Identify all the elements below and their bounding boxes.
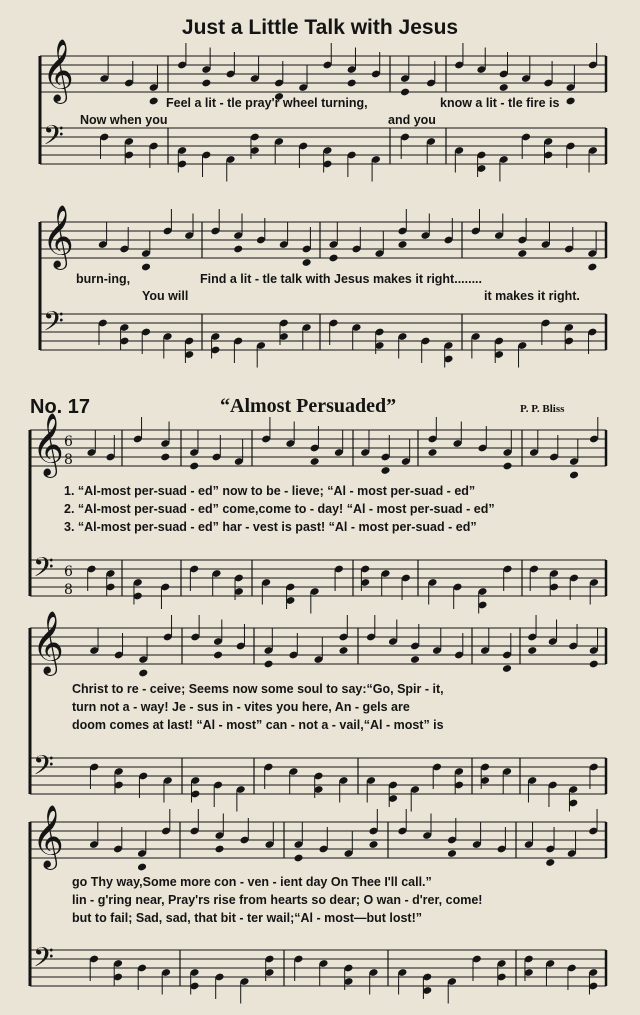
h2-s2-treble-note [502,664,512,673]
h1-s2-treble-note [397,240,407,249]
h1-s2-treble-note [517,249,527,258]
h1-s1-treble-note [499,83,509,92]
h2-s2-treble-note [410,655,420,664]
h1-s2-treble-note [302,258,312,267]
hymn2-s2-verse3: doom comes at last! “Al - most” can - not a - vail,“Al - most” is [72,718,444,732]
h2-s2-treble-note [263,660,273,669]
h2-s1-bass-time-sig-top: 6 [64,564,73,580]
h2-s1-treble-note [427,448,437,457]
h2-s3-treble-clef: 𝄞 [32,804,64,868]
hymn1-s1-lyric1b: know a lit - tle fire is [440,96,560,110]
hymn2-s3-verse1: go Thy way,Some more con - ven - ient day On Thee I'll call.” [72,875,432,889]
hymn1-s1-lyric2b: and you [388,113,436,127]
h1-s2-treble-note [587,263,597,272]
hymn2-composer: P. P. Bliss [520,403,565,415]
h1-s2-treble-note [141,263,151,272]
hymn2-s1-verse3: 3. “Al-most per-suad - ed” har - vest is past! “Al - most per-suad - ed” [64,520,477,534]
h1-s1-treble-note [201,79,211,88]
h2-s2-treble-note [589,660,599,669]
hymn1-s2-lyric1b: Find a lit - tle talk with Jesus makes it right........ [200,272,483,286]
h2-s3-treble-note [368,840,378,849]
h2-s1-bass-clef: 𝄢 [33,551,54,590]
h2-s2-treble-note [213,651,223,660]
h2-s1-time-sig-top: 6 [64,434,73,450]
h2-s3-treble-note [137,863,147,872]
hymn2-number: No. 17 [30,396,91,418]
hymn2-s2-verse1: Christ to re - ceive; Seems now some soul to say:“Go, Spir - it, [72,682,444,696]
h2-s1-time-sig-bottom: 8 [64,452,73,468]
h1-s1-treble-note [400,88,410,97]
h1-s2-treble-clef: 𝄞 [42,204,74,268]
h2-s1-treble-note [569,471,579,480]
h2-s2-treble-note [338,646,348,655]
h1-s2-treble-note [328,254,338,263]
h1-s2-treble-note [233,245,243,254]
h2-s1-treble-note [160,453,170,462]
h2-s1-treble-note [380,466,390,475]
hymn2-s3-verse2: lin - g'ring near, Pray'rs rise from hearts so dear; O wan - d'rer, come! [72,893,483,907]
hymn2-title: “Almost Persuaded” [220,395,397,417]
h2-s3-treble-note [293,854,303,863]
hymn1-s2-lyric2a: You will [142,289,189,303]
h1-s1-treble-note [149,97,159,106]
hymn1-s1-lyric2: Now when you [80,113,168,127]
h2-s3-bass-clef: 𝄢 [33,941,54,980]
h1-s1-bass-clef: 𝄢 [43,119,64,158]
hymn1-s1-lyric1: Feel a lit - tle pray'r wheel turning, [166,96,368,110]
hymn2-s1-verse2: 2. “Al-most per-suad - ed” come,come to - day! “Al - most per-suad - ed” [64,502,495,516]
h2-s2-treble-clef: 𝄞 [32,610,64,674]
h2-s1-treble-clef: 𝄞 [32,412,64,476]
h2-s2-bass-clef: 𝄢 [33,749,54,788]
h2-s1-treble-note [502,462,512,471]
hymn2-s1-verse1: 1. “Al-most per-suad - ed” now to be - lieve; “Al - most per-suad - ed” [64,484,476,498]
h2-s3-treble-note [447,849,457,858]
hymn2-s2-verse2: turn not a - way! Je - sus in - vites you here, An - gels are [72,700,410,714]
h1-s2-bass-clef: 𝄢 [43,305,64,344]
h2-s3-treble-note [545,858,555,867]
h1-s1-treble-note [566,97,576,106]
hymn1-title: Just a Little Talk with Jesus [181,16,459,39]
h2-s2-treble-note [138,669,148,678]
h2-s3-treble-note [214,845,224,854]
h2-s1-bass-time-sig-bottom: 8 [64,582,73,598]
hymn2-s3-verse3: but to fail; Sad, sad, that bit - ter wail;“Al - most—but lost!” [72,911,422,925]
h2-s1-treble-note [189,462,199,471]
h1-s1-treble-note [347,79,357,88]
hymn1-s2-lyric1a: burn-ing, [76,272,131,286]
hymn1-s2-lyric2b: it makes it right. [484,289,580,303]
h2-s1-treble-note [310,457,320,466]
h2-s2-treble-note [527,646,537,655]
h1-s1-treble-clef: 𝄞 [42,38,74,102]
